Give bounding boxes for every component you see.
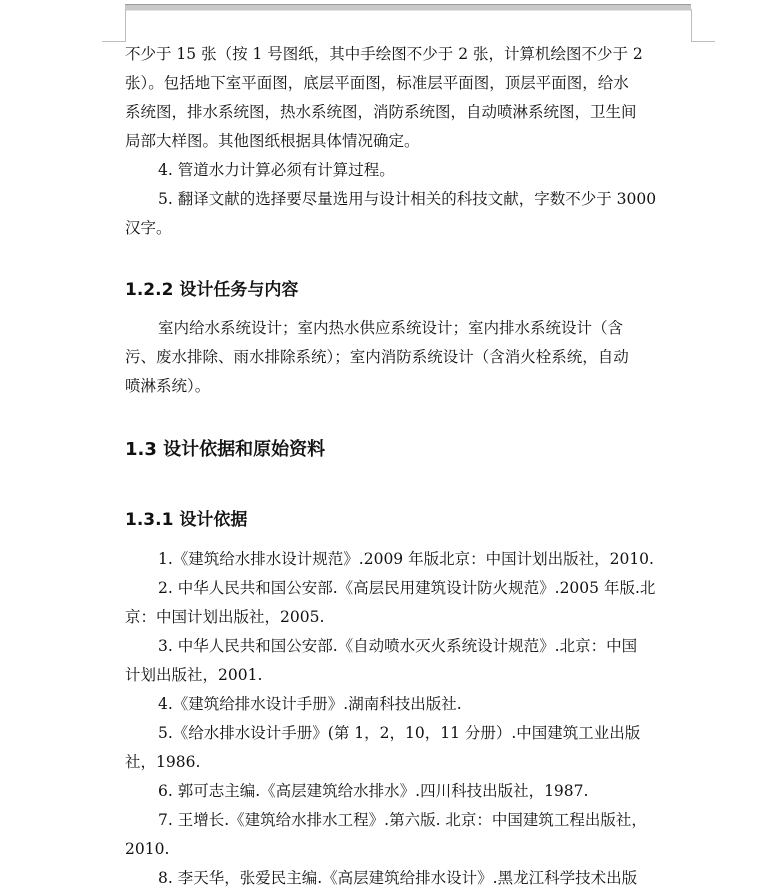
intro-line: 系统图，排水系统图，热水系统图，消防系统图，自动喷淋系统图，卫生间 — [125, 103, 637, 121]
requirement-item-5-cont: 汉字。 — [125, 219, 172, 237]
reference-list — [125, 545, 680, 893]
section-heading-1-2-2: 1.2.2 设计任务与内容 — [125, 280, 299, 300]
reference-item: 4.《建筑给排水设计手册》.湖南科技出版社. — [158, 695, 462, 713]
reference-item-cont: 计划出版社，2001. — [125, 666, 263, 684]
paragraph-line: 喷淋系统）。 — [125, 377, 211, 395]
reference-item-cont: 京：中国计划出版社，2005. — [125, 608, 325, 626]
requirement-item-5: 5. 翻译文献的选择要尽量选用与设计相关的科技文献，字数不少于 3000 — [158, 190, 657, 208]
section-1-2-2-paragraph — [125, 314, 680, 401]
intro-paragraph — [125, 40, 680, 243]
requirement-item-4: 4. 管道水力计算必须有计算过程。 — [158, 161, 395, 179]
page-top-border — [125, 4, 691, 11]
reference-item-cont: 2010. — [125, 840, 170, 858]
reference-item: 1.《建筑给水排水设计规范》.2009 年版北京：中国计划出版社，2010. — [158, 550, 654, 568]
reference-item: 5.《给水排水设计手册》(第 1，2，10，11 分册）.中国建筑工业出版 — [158, 724, 641, 742]
section-heading-1-3: 1.3 设计依据和原始资料 — [125, 439, 326, 460]
reference-item-cont: 社，1986. — [125, 753, 201, 771]
intro-line: 不少于 15 张（按 1 号图纸，其中手绘图不少于 2 张，计算机绘图不少于 2 — [125, 45, 643, 63]
reference-item: 6. 郭可志主编.《高层建筑给水排水》.四川科技出版社，1987. — [158, 782, 589, 800]
page-corner-mark-left — [102, 9, 126, 42]
intro-line: 局部大样图。其他图纸根据具体情况确定。 — [125, 132, 420, 150]
reference-item: 3. 中华人民共和国公安部.《自动喷水灭火系统设计规范》.北京：中国 — [158, 637, 638, 655]
paragraph-line: 室内给水系统设计；室内热水供应系统设计；室内排水系统设计（含 — [158, 319, 624, 337]
intro-line: 张）。包括地下室平面图，底层平面图，标准层平面图，顶层平面图，给水 — [125, 74, 629, 92]
section-heading-1-3-1: 1.3.1 设计依据 — [125, 510, 248, 530]
reference-item: 2. 中华人民共和国公安部.《高层民用建筑设计防火规范》.2005 年版.北 — [158, 579, 656, 597]
page-corner-mark-right — [691, 9, 715, 42]
reference-item: 7. 王增长.《建筑给水排水工程》.第六版. 北京：中国建筑工程出版社， — [158, 811, 647, 829]
paragraph-line: 污、废水排除、雨水排除系统）；室内消防系统设计（含消火栓系统，自动 — [125, 348, 629, 366]
reference-item: 8. 李天华，张爱民主编.《高层建筑给排水设计》.黑龙江科学技术出版 — [158, 869, 638, 887]
